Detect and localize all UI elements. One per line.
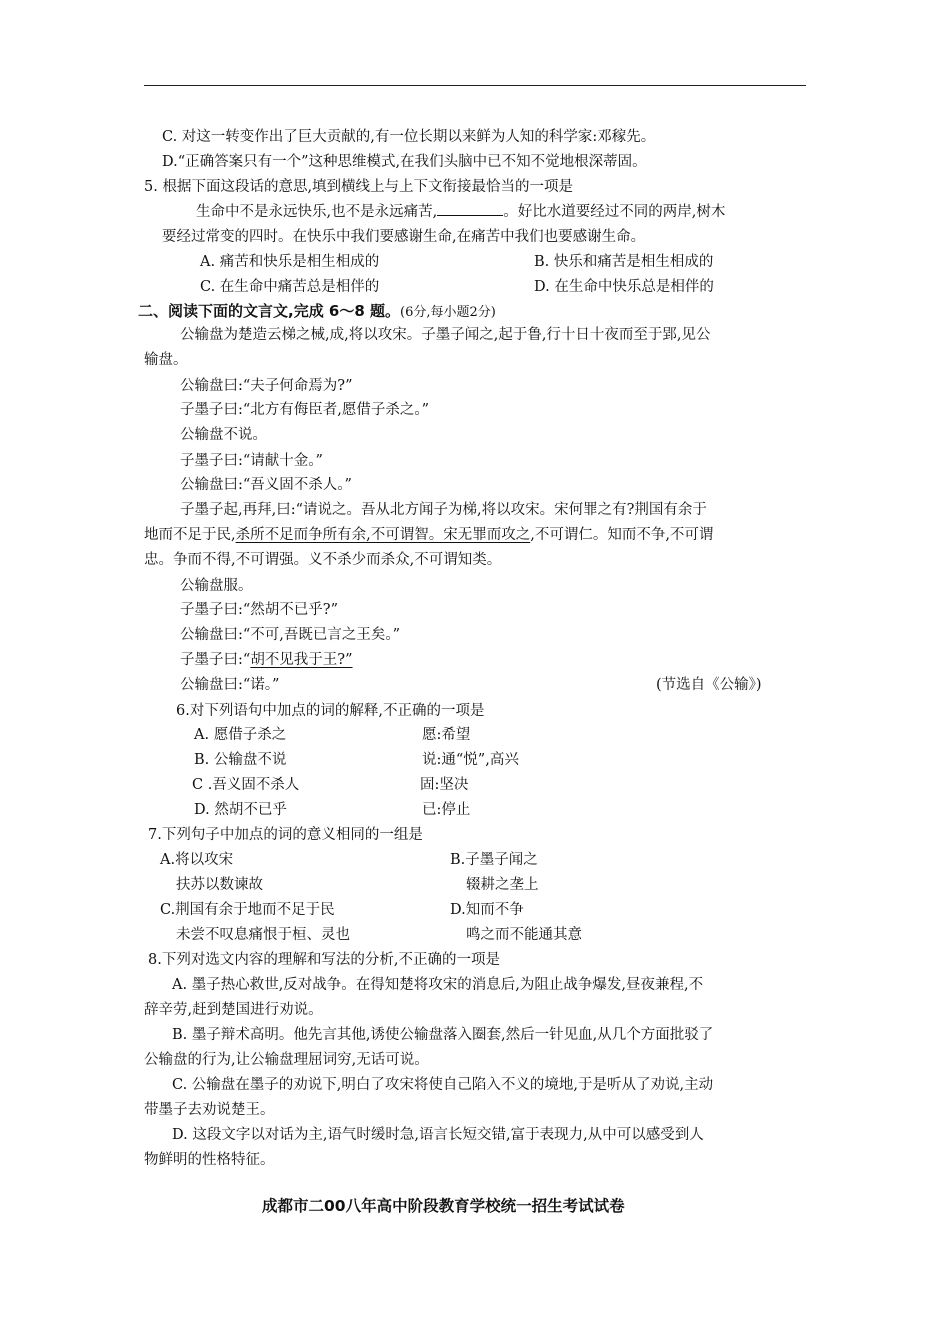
q8-option-b-line2: 公输盘的行为,让公输盘理屈词穷,无话可说。 (144, 1052, 429, 1068)
section-heading-text: 二、阅读下面的文言文,完成 6～8 题。 (138, 302, 401, 320)
q5-passage-part1: 生命中不是永远快乐,也不是永远痛苦, (196, 204, 438, 220)
q5-option-a: A. 痛苦和快乐是相生相成的 (200, 254, 380, 270)
underlined-sentence: 杀所不足而争所有余,不可谓智。宋无罪而攻之 (235, 527, 531, 543)
q8-stem: 8.下列对选文内容的理解和写法的分析,不正确的一项是 (148, 952, 500, 968)
passage-source: (节选自《公输》) (656, 677, 762, 693)
q6-gloss-c: 固:坚决 (420, 777, 469, 793)
section-heading (138, 302, 496, 322)
passage-para2-line1: 子墨子起,再拜,曰:“请说之。吾从北方闻子为梯,将以攻宋。宋何罪之有?荆国有余于 (180, 502, 707, 518)
q8-option-d-line2: 物鲜明的性格特征。 (144, 1152, 275, 1168)
q6-option-b: B. 公输盘不说 (194, 752, 287, 768)
dialogue-line: 公输盘曰:“诺。” (180, 677, 280, 693)
dialogue-line: 公输盘曰:“夫子何命焉为?” (180, 378, 353, 394)
underlined-sentence: 胡不见我于王?” (250, 652, 353, 668)
q4-option-c: C. 对这一转变作出了巨大贡献的,有一位长期以来鲜为人知的科学家:邓稼先。 (162, 129, 656, 145)
passage-para2-line3: 忠。争而不得,不可谓强。义不杀少而杀众,不可谓知类。 (144, 552, 502, 568)
q7-option-b-line2: 辍耕之垄上 (466, 877, 539, 893)
q6-option-d: D. 然胡不已乎 (194, 802, 287, 818)
q6-option-a: A. 愿借子杀之 (194, 727, 287, 743)
passage-text: 地而不足于民, (144, 527, 236, 543)
q6-gloss-a: 愿:希望 (422, 727, 471, 743)
q4-option-d: D.“正确答案只有一个”这种思维模式,在我们头脑中已不知不觉地根深蒂固。 (162, 154, 647, 170)
passage-para2-line2 (144, 526, 713, 544)
q7-option-a-line1: A.将以攻宋 (160, 852, 234, 868)
q6-stem: 6.对下列语句中加点的词的解释,不正确的一项是 (176, 703, 485, 719)
q5-passage-line2: 要经过常变的四时。在快乐中我们要感谢生命,在痛苦中我们也要感谢生命。 (162, 229, 646, 245)
header-rule (144, 85, 806, 86)
dialogue-line (180, 651, 353, 669)
q7-option-b-line1: B.子墨子闻之 (450, 852, 538, 868)
passage-text: ,不可谓仁。知而不争,不可谓 (530, 527, 714, 543)
q5-stem: 5. 根据下面这段话的意思,填到横线上与上下文衔接最恰当的一项是 (144, 179, 574, 195)
dialogue-line: 子墨子曰:“然胡不已乎?” (180, 602, 338, 618)
q7-option-d-line1: D.知而不争 (450, 902, 524, 918)
q7-option-c-line1: C.荆国有余于地而不足于民 (160, 902, 335, 918)
q7-option-d-line2: 鸣之而不能通其意 (466, 927, 582, 943)
q7-stem: 7.下列句子中加点的词的意义相同的一组是 (148, 827, 423, 843)
passage-text: 子墨子曰:“ (180, 652, 251, 668)
q6-gloss-b: 说:通“悦”,高兴 (422, 752, 519, 768)
answer-blank (437, 203, 503, 216)
dialogue-line: 公输盘曰:“不可,吾既已言之王矣。” (180, 627, 401, 643)
q5-option-d: D. 在生命中快乐总是相伴的 (534, 279, 714, 295)
q5-option-c: C. 在生命中痛苦总是相伴的 (200, 279, 380, 295)
q8-option-c-line1: C. 公输盘在墨子的劝说下,明白了攻宋将使自己陷入不义的境地,于是听从了劝说,主动 (172, 1077, 714, 1093)
q6-option-c: C .吾义固不杀人 (192, 777, 300, 793)
dialogue-line: 子墨子曰:“北方有侮臣者,愿借子杀之。” (180, 402, 430, 418)
q8-option-a-line1: A. 墨子热心救世,反对战争。在得知楚将攻宋的消息后,为阻止战争爆发,昼夜兼程,不 (172, 977, 704, 993)
passage-para1-line2: 输盘。 (144, 352, 188, 368)
q7-option-a-line2: 扶苏以数谏故 (176, 877, 263, 893)
q8-option-d-line1: D. 这段文字以对话为主,语气时缓时急,语言长短交错,富于表现力,从中可以感受到人 (172, 1127, 704, 1143)
q5-passage-line1 (196, 203, 725, 221)
dialogue-line: 公输盘服。 (180, 578, 253, 594)
dialogue-line: 公输盘不说。 (180, 427, 267, 443)
dialogue-line: 公输盘曰:“吾义固不杀人。” (180, 477, 352, 493)
q8-option-b-line1: B. 墨子辩术高明。他先言其他,诱使公输盘落入圈套,然后一针见血,从几个方面批驳了 (172, 1027, 714, 1043)
exam-title: 成都市二00八年高中阶段教育学校统一招生考试试卷 (262, 1197, 625, 1215)
passage-para1-line1: 公输盘为楚造云梯之械,成,将以攻宋。子墨子闻之,起于鲁,行十日十夜而至于郢,见公 (180, 327, 711, 343)
q6-gloss-d: 已:停止 (422, 802, 471, 818)
q8-option-c-line2: 带墨子去劝说楚王。 (144, 1102, 275, 1118)
section-score-note: (6分,每小题2分) (400, 305, 496, 320)
q5-option-b: B. 快乐和痛苦是相生相成的 (534, 254, 714, 270)
dialogue-line: 子墨子曰:“请献十金。” (180, 453, 323, 469)
q7-option-c-line2: 未尝不叹息痛恨于桓、灵也 (176, 927, 350, 943)
q5-passage-part2: 。好比水道要经过不同的两岸,树木 (503, 204, 726, 220)
q8-option-a-line2: 辞辛劳,赶到楚国进行劝说。 (144, 1002, 323, 1018)
